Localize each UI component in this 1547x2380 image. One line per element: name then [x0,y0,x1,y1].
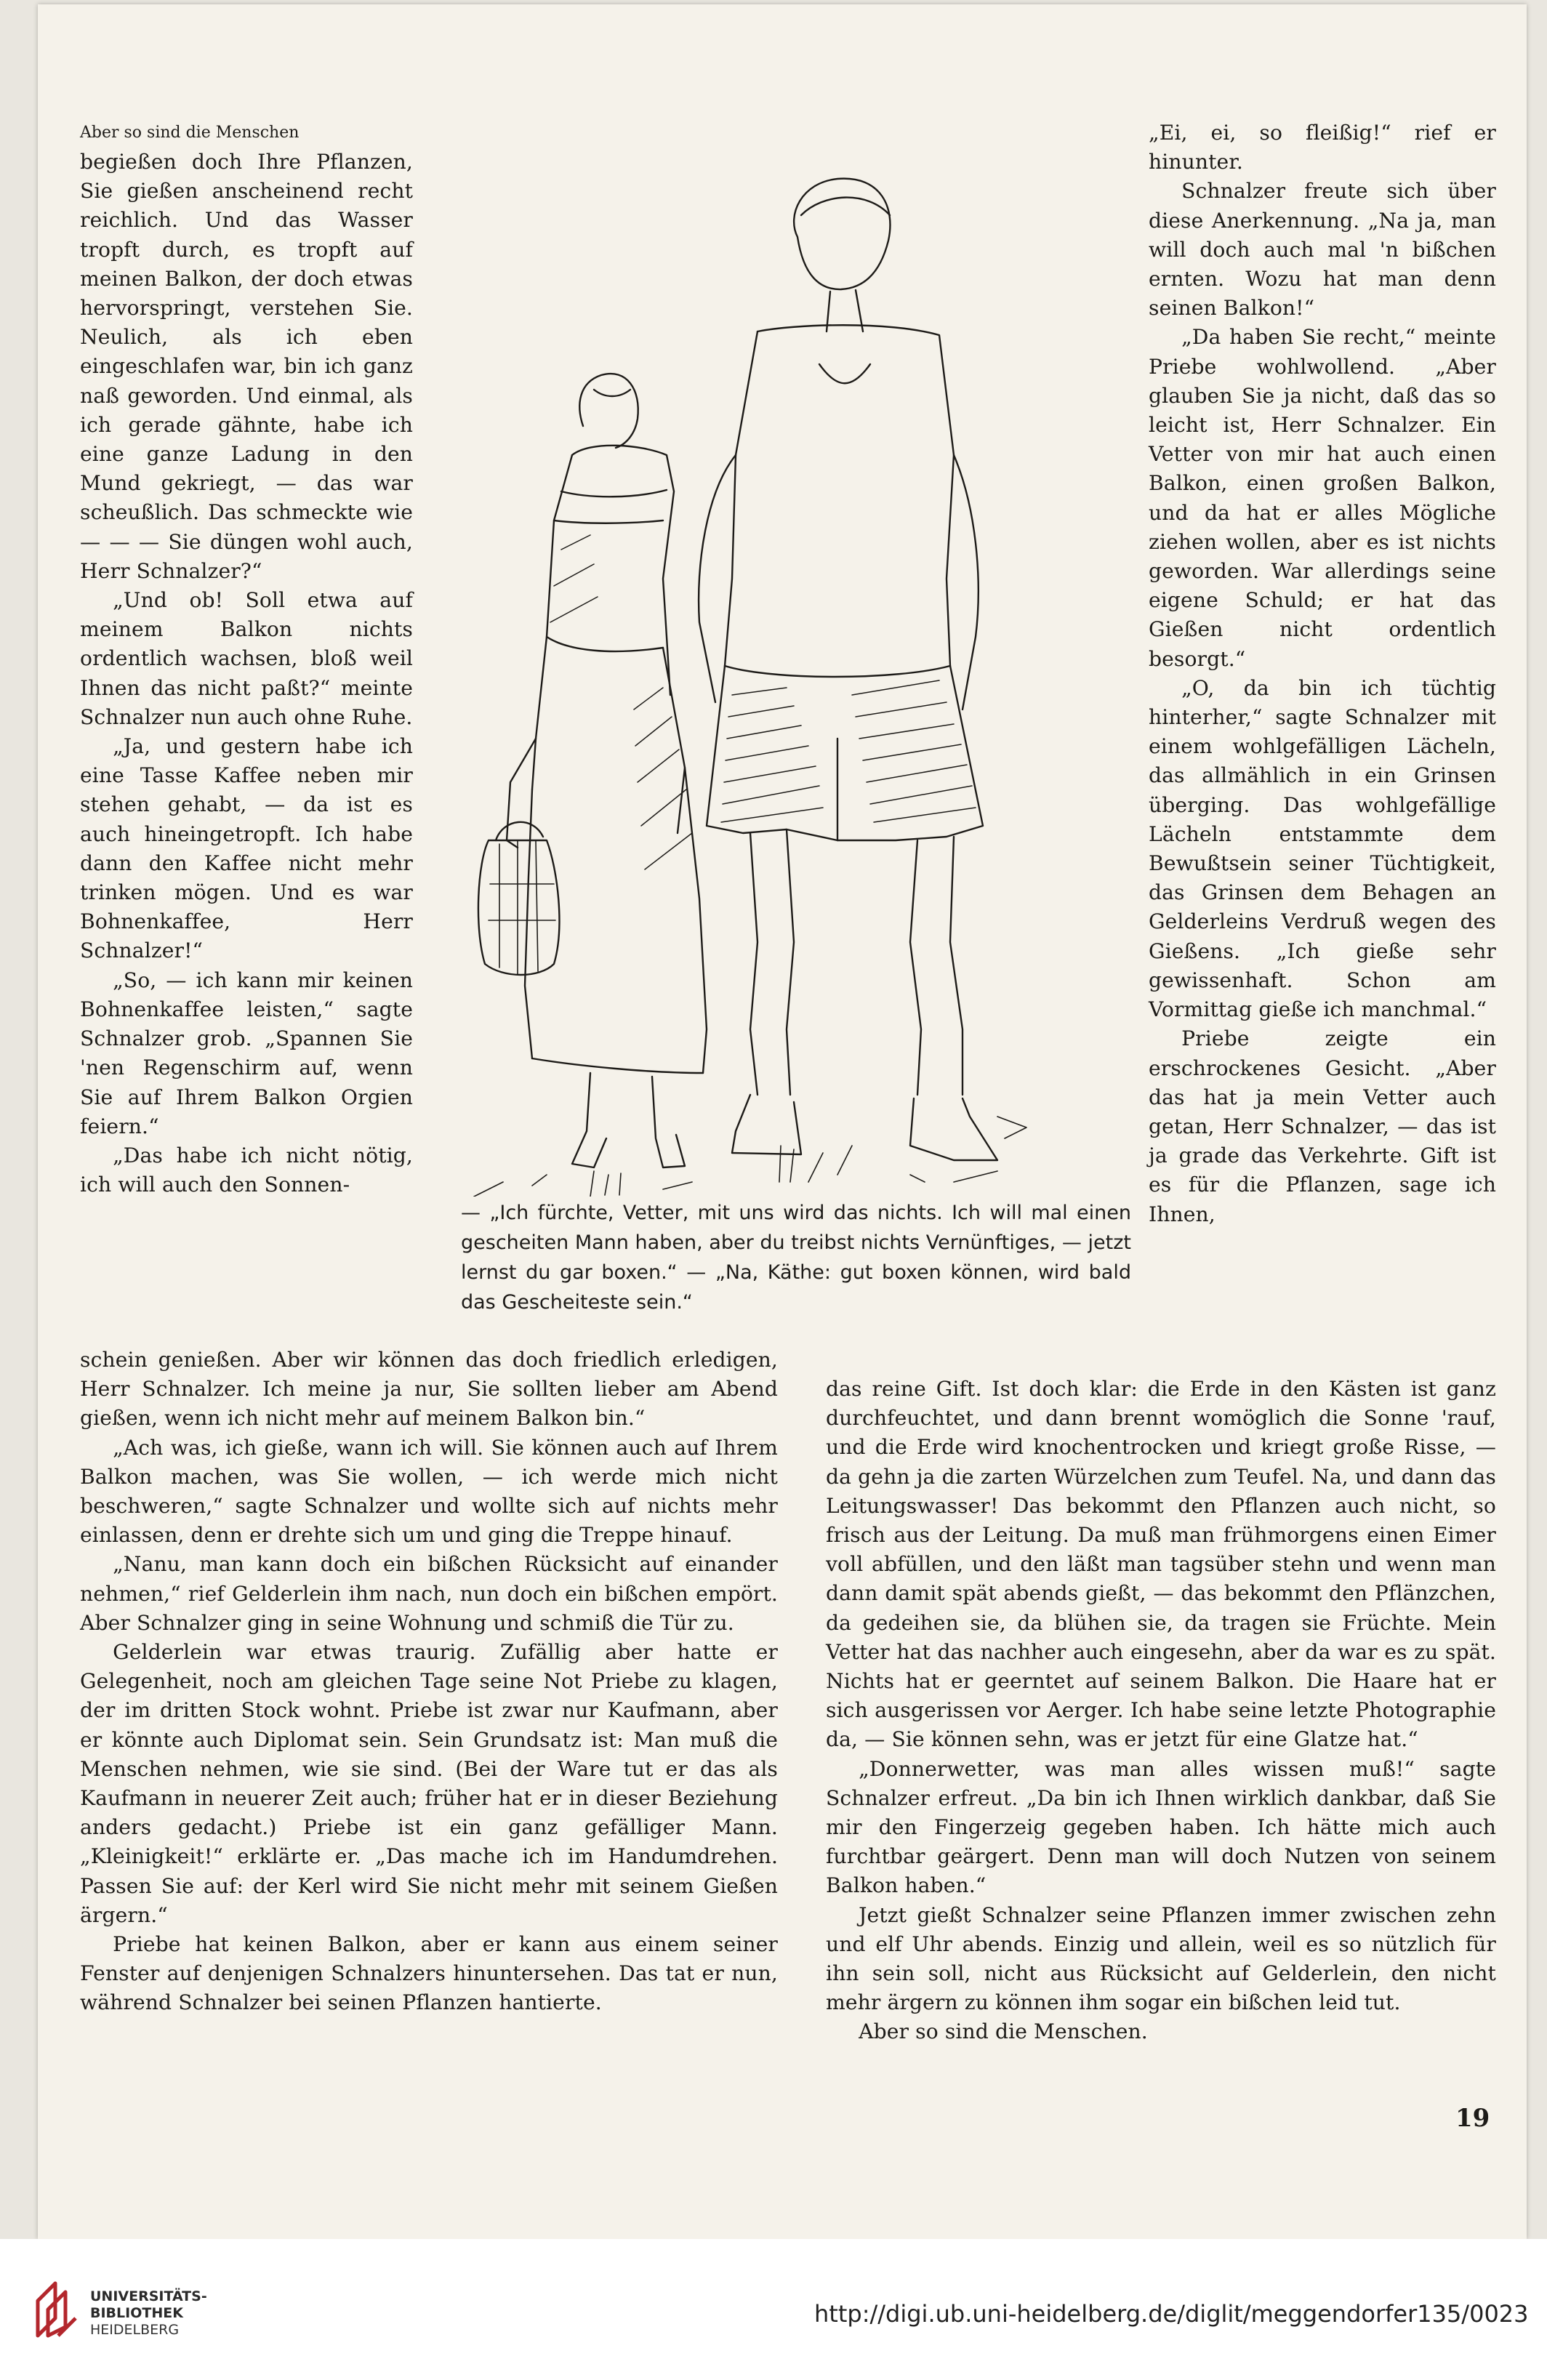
boxer-couple-illustration [445,113,1143,1197]
source-url-link[interactable]: http://digi.ub.uni-heidelberg.de/diglit/meggendorfer135/0023 [814,2300,1529,2328]
paragraph: „Da haben Sie recht,“ meinte Priebe wohlwollend. „Aber glauben Sie ja nicht, daß das so leicht ist, Herr Schnalzer. Ein Vetter von mir hat auch einen Balkon, einen großen Balkon, und da hat er alles Mögliche ziehen wollen, aber es ist nichts geworden. War allerdings seine eigene Schuld; er hat das Gießen nicht ordentlich besorgt.“ [1149,325,1496,671]
right-column-bottom [826,1375,1496,2047]
paragraph: „Ja, und gestern habe ich eine Tasse Kaffee neben mir stehen gehabt, — da ist es auch hineingetropft. Ich habe dann den Kaffee nicht mehr trinken mögen. Und es war Bohnenkaffee, Herr Schnalzer!“ [80,734,413,963]
digitization-footer [0,2239,1547,2380]
paragraph: „Donnerwetter, was man alles wissen muß!“ sagte Schnalzer erfreut. „Da bin ich Ihnen wirklich dankbar, daß Sie mir den Fingerzeig gegeben haben. Ich hätte mich auch furchtbar geärgert. Denn man will doch Nutzen von seinem Balkon haben.“ [826,1756,1496,1898]
paragraph: Jetzt gießt Schnalzer seine Pflanzen immer zwischen zehn und elf Uhr abends. Einzig und allein, weil es so nützlich für ihn sein soll, nicht aus Rücksicht auf Gelderlein, den nicht mehr ärgern zu können ihm sogar ein bißchen leid tut. [826,1902,1496,2015]
paragraph: „Und ob! Soll etwa auf meinem Balkon nichts ordentlich wachsen, bloß weil Ihnen das nicht paßt?“ meinte Schnalzer nun auch ohne Ruhe. [80,588,413,729]
paragraph: Schnalzer freute sich über diese Anerkennung. „Na ja, man will doch auch mal 'n bißchen ernten. Wozu hat man denn seinen Balkon!“ [1149,179,1496,321]
paragraph: „Das habe ich nicht nötig, ich will auch den Sonnen- [80,1143,413,1197]
library-name-line: UNIVERSITÄTS- [90,2288,207,2304]
running-head: Aber so sind die Menschen [80,124,300,142]
paragraph: Priebe hat keinen Balkon, aber er kann aus einem seiner Fenster auf denjenigen Schnalzers hinuntersehen. Das tat er nun, während Schnalzer bei seinen Pflanzen hantierte. [80,1932,778,2015]
library-name [90,2288,207,2339]
paragraph: „So, — ich kann mir keinen Bohnenkaffee leisten,“ sagte Schnalzer grob. „Spannen Sie 'nen Regenschirm auf, wenn Sie auf Ihrem Balkon Orgien feiern.“ [80,968,413,1138]
library-name-line: BIBLIOTHEK [90,2305,183,2321]
paragraph: begießen doch Ihre Pflanzen, Sie gießen anscheinend recht reichlich. Und das Wasser tropft durch, es tropft auf meinen Balkon, der doch etwas hervorspringt, verstehen Sie. Neulich, als ich eben eingeschlafen war, bin ich ganz naß geworden. Und einmal, als ich gerade gähnte, habe ich eine ganze Ladung in den Mund gekriegt, — das war scheußlich. Das schmeckte wie — — — Sie düngen wohl auch, Herr Schnalzer?“ [80,150,413,583]
right-column-top [1149,118,1496,1229]
magazine-page [38,4,1527,2239]
paragraph: „Ei, ei, so fleißig!“ rief er hinunter. [1149,121,1496,174]
paragraph: „O, da bin ich tüchtig hinterher,“ sagte Schnalzer mit einem wohlgefälligen Lächeln, das allmählich in ein Grinsen überging. Das wohlgefällige Lächeln entstammte dem Bewußtsein seiner Tüchtigkeit, das Grinsen dem Behagen an Gelderleins Verdruß wegen des Gießens. „Ich gieße sehr gewissenhaft. Schon am Vormittag gieße ich manchmal.“ [1149,675,1496,1022]
paragraph: „Nanu, man kann doch ein bißchen Rücksicht auf einander nehmen,“ rief Gelderlein ihm nach, nun doch ein bißchen empört. Aber Schnalzer ging in seine Wohnung und schmiß die Tür zu. [80,1552,778,1635]
paragraph: das reine Gift. Ist doch klar: die Erde in den Kästen ist ganz durchfeuchtet, und dann brennt womöglich die Sonne 'rauf, und die Erde wird knochentrocken und kriegt große Risse, — da gehn ja die zarten Würzelchen zum Teufel. Na, und dann das Leitungswasser! Das bekommt den Pflanzen auch nicht, so frisch aus der Leitung. Da muß man frühmorgens einen Eimer voll abfüllen, und den läßt man tagsüber stehn und wenn man dann damit spät abends gießt, — das bekommt den Pflänzchen, da gedeihen sie, da blühen sie, da tragen sie Früchte. Mein Vetter hat das nachher auch eingesehn, aber da war es zu spät. Nichts hat er geerntet auf seinem Balkon. Die Haare hat er sich ausgerissen vor Aerger. Ich habe seine letzte Photographie da, — Sie können sehn, was er jetzt für eine Glatze hat.“ [826,1377,1496,1752]
paragraph: Priebe zeigte ein erschrockenes Gesicht. „Aber das hat ja mein Vetter auch getan, Herr Schnalzer, — das ist ja grade das Verkehrte. Gift ist es für die Pflanzen, sage ich Ihnen, [1149,1026,1496,1226]
library-logo-icon [33,2279,80,2340]
library-name-line: HEIDELBERG [90,2322,180,2338]
paragraph: Gelderlein war etwas traurig. Zufällig aber hatte er Gelegenheit, noch am gleichen Tage seine Not Priebe zu klagen, der im dritten Stock wohnt. Priebe ist zwar nur Kaufmann, aber er könnte auch Diplomat sein. Sein Grundsatz ist: Man muß die Menschen nehmen, wie sie sind. (Bei der Ware tut er das als Kaufmann in neuerer Zeit auch; früher hat er in dieser Beziehung anders gedacht.) Priebe ist ein ganz gefälliger Mann. „Kleinigkeit!“ erklärte er. „Das mache ich im Handumdrehen. Passen Sie auf: der Kerl wird Sie nicht mehr mit seinem Gießen ärgern.“ [80,1640,778,1927]
left-column-bottom [80,1346,778,2018]
illustration-caption: — „Ich fürchte, Vetter, mit uns wird das nichts. Ich will mal einen gescheiten Mann haben, aber du treibst nichts Vernünftiges, — jetzt lernst du gar boxen.“ — „Na, Käthe: gut boxen können, wird bald das Gescheiteste sein.“ [461,1202,1131,1314]
paragraph: Aber so sind die Menschen. [859,2019,1148,2044]
paragraph: schein genießen. Aber wir können das doch friedlich erledigen, Herr Schnalzer. Ich meine ja nur, Sie sollten lieber am Abend gießen, wenn ich nicht mehr auf meinem Balkon bin.“ [80,1348,778,1431]
paragraph: „Ach was, ich gieße, wann ich will. Sie können auch auf Ihrem Balkon machen, was Sie wollen, — ich werde mich nicht beschweren,“ sagte Schnalzer und wollte sich auf nichts mehr einlassen, denn er drehte sich um und ging die Treppe hinauf. [80,1435,778,1548]
left-column-top [80,148,413,1199]
page-number: 19 [1455,2104,1490,2133]
